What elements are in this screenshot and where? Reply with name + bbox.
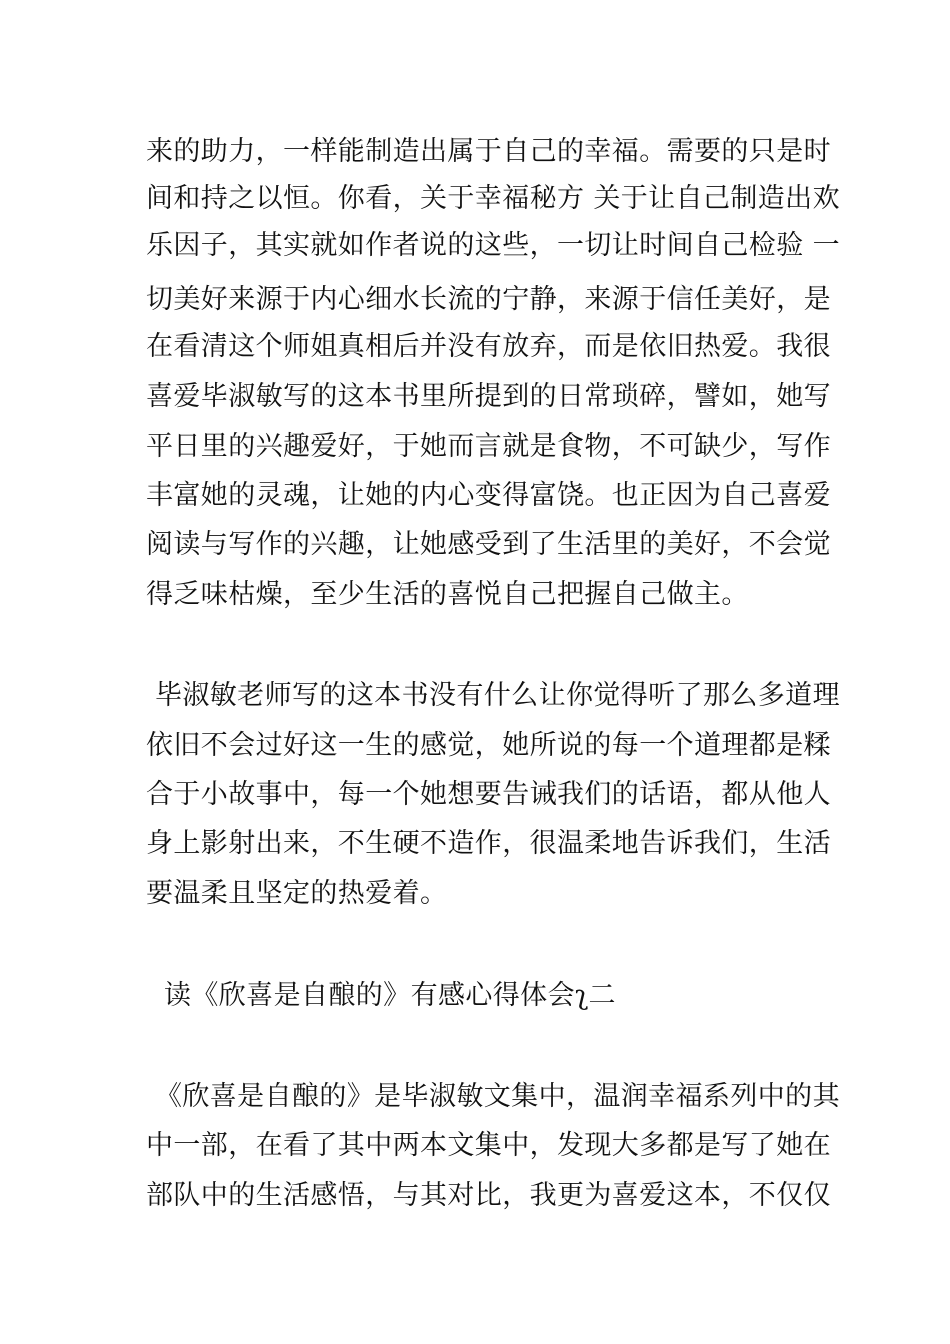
text-line: 要温柔且坚定的热爱着。 [146, 878, 448, 909]
text-line: 《欣喜是自酿的》是毕淑敏文集中，温润幸福系列中的其 [146, 1081, 840, 1112]
text-line: 合于小故事中，每一个她想要告诫我们的话语，都从他人 [146, 779, 831, 810]
text-line: 依旧不会过好这一生的感觉，她所说的每一个道理都是糅 [146, 730, 831, 761]
text-line: 平日里的兴趣爱好，于她而言就是食物，不可缺少，写作 [146, 431, 831, 462]
text-line: 中一部，在看了其中两本文集中，发现大多都是写了她在 [146, 1130, 831, 1161]
text-line: 乐因子，其实就如作者说的这些，一切让时间自己检验 一 [146, 230, 840, 261]
text-line: 身上影射出来，不生硬不造作，很温柔地告诉我们，生活 [146, 828, 831, 859]
text-line: 来的助力，一样能制造出属于自己的幸福。需要的只是时 [146, 136, 831, 167]
section-heading: 读《欣喜是自酿的》有感心得体会ʅ二 [146, 980, 616, 1011]
text-line: 切美好来源于内心细水长流的宁静，来源于信任美好，是 [146, 284, 831, 315]
text-line: 间和持之以恒。你看，关于幸福秘方 关于让自己制造出欢 [146, 183, 840, 214]
text-line: 部队中的生活感悟，与其对比，我更为喜爱这本，不仅仅 [146, 1180, 831, 1211]
text-line: 丰富她的灵魂，让她的内心变得富饶。也正因为自己喜爱 [146, 480, 831, 511]
text-line: 得乏味枯燥，至少生活的喜悦自己把握自己做主。 [146, 579, 749, 610]
text-line: 毕淑敏老师写的这本书没有什么让你觉得听了那么多道理 [146, 680, 840, 711]
text-line: 喜爱毕淑敏写的这本书里所提到的日常琐碎，譬如，她写 [146, 381, 831, 412]
text-line: 阅读与写作的兴趣，让她感受到了生活里的美好，不会觉 [146, 529, 831, 560]
text-line: 在看清这个师姐真相后并没有放弃，而是依旧热爱。我很 [146, 331, 831, 362]
